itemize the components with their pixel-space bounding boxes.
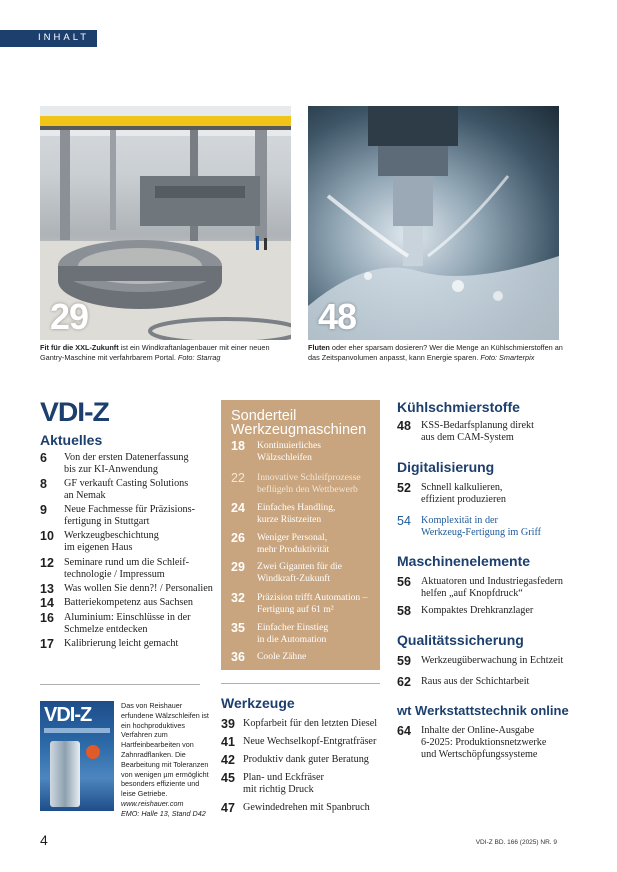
toc-entry-title (421, 420, 534, 444)
toc-entry[interactable] (40, 530, 159, 554)
toc-entry-line: Einfacher Einstieg (257, 622, 329, 633)
toc-entry-line: Schnell kalkulieren, (421, 482, 503, 493)
section-title-werkzeuge: Werkzeuge (221, 695, 295, 711)
toc-entry-line: GF verkauft Casting Solutions (64, 478, 189, 489)
toc-entry-line: Werkzeug-Fertigung im Griff (421, 527, 542, 538)
toc-entry[interactable] (397, 420, 534, 444)
sonderteil-title-line2: Werkzeugmaschinen (231, 422, 367, 438)
toc-entry-line: Aluminium: Einschlüsse in der (64, 612, 191, 623)
toc-page-number: 9 (40, 503, 47, 517)
divider (40, 684, 200, 685)
toc-entry[interactable] (397, 655, 563, 667)
toc-entry-title (257, 622, 328, 645)
toc-page-number: 58 (397, 604, 411, 618)
toc-entry-line: an Nemak (64, 490, 106, 501)
toc-entry-title (64, 504, 195, 528)
toc-entry[interactable] (221, 802, 370, 814)
toc-entry[interactable] (397, 576, 563, 600)
toc-entry[interactable] (221, 772, 324, 796)
toc-entry-line: Von der ersten Datenerfassung (64, 452, 189, 463)
section-header-bar (0, 30, 97, 47)
page-number: 4 (40, 832, 48, 848)
toc-entry-line: Kopfarbeit für den letzten Diesel (243, 718, 378, 729)
toc-entry-title (243, 772, 324, 796)
cover-emo-info: EMO: Halle 13, Stand D42 (121, 808, 206, 818)
toc-entry-line: Einfaches Handling, (257, 502, 336, 513)
toc-entry-line: Neue Wechselkopf-Entgratfräser (243, 736, 377, 747)
toc-page-number: 29 (231, 560, 245, 574)
toc-entry[interactable] (40, 583, 213, 595)
cover-thumbnail (40, 701, 114, 811)
toc-page-number: 47 (221, 801, 235, 815)
toc-entry[interactable] (40, 452, 189, 476)
toc-entry-line: KSS-Bedarfsplanung direkt (421, 420, 534, 431)
toc-entry-line: Kompaktes Drehkranzlager (421, 605, 534, 616)
toc-page-number: 56 (397, 575, 411, 589)
toc-page-number: 26 (231, 531, 245, 545)
toc-entry-line: fertigung in Stuttgart (64, 516, 150, 527)
caption-credit: Foto: Smarterpix (480, 353, 535, 362)
caption-lead: Fit für die XXL-Zukunft (40, 343, 119, 352)
toc-page-number: 54 (397, 514, 411, 528)
toc-entry-title (257, 592, 367, 615)
toc-entry[interactable] (40, 504, 195, 528)
toc-entry-title (243, 718, 377, 730)
caption-text: ist ein Windkraftanlagenbauer mit einer neuen Gantry-Maschine mit verfahrbarem Portal. (40, 343, 270, 362)
toc-entry[interactable] (231, 622, 328, 645)
toc-entry-title (257, 502, 335, 525)
toc-entry-title (257, 651, 306, 663)
toc-entry-line: Zwei Giganten für die (257, 561, 342, 572)
toc-entry-line: mehr Produktivität (257, 543, 330, 555)
toc-entry-line: Coole Zähne (257, 651, 307, 662)
section-title-maschinenelemente: Maschinenelemente (397, 553, 531, 569)
toc-entry-title (257, 532, 329, 555)
toc-entry-line: Werkzeugüberwachung in Echtzeit (421, 655, 564, 666)
toc-entry[interactable] (221, 754, 369, 766)
vdi-z-logo: VDI-Z (40, 397, 109, 427)
section-title-kuehlschmierstoffe: Kühlschmierstoffe (397, 399, 520, 415)
toc-entry-line: Was wollen Sie denn?! / Personalien (64, 583, 213, 594)
toc-page-number: 41 (221, 735, 235, 749)
page-number-badge: 48 (318, 296, 357, 337)
toc-entry-title (421, 482, 506, 506)
toc-page-number: 52 (397, 481, 411, 495)
cover-strip (44, 728, 110, 733)
sonderteil-title (231, 409, 366, 437)
toc-page-number: 17 (40, 637, 54, 651)
sonderteil-title-line1: Sonderteil (231, 408, 297, 424)
toc-entry-title (257, 561, 342, 584)
toc-entry-title (64, 583, 213, 595)
toc-entry-title (421, 605, 533, 617)
toc-entry-line: mit richtig Druck (243, 784, 314, 795)
toc-entry-title (421, 655, 563, 667)
toc-entry[interactable] (231, 472, 361, 495)
toc-entry-title (421, 515, 541, 539)
toc-entry-line: Aktuatoren und Industriegasfedern (421, 576, 564, 587)
toc-entry[interactable] (231, 532, 329, 555)
toc-entry-line: technologie / Impressum (64, 569, 165, 580)
toc-entry-line: bis zur KI-Anwendung (64, 464, 158, 475)
photo-caption (308, 343, 564, 363)
toc-entry[interactable] (40, 557, 189, 581)
cover-link[interactable]: www.reishauer.com (121, 798, 184, 808)
toc-entry-title (421, 576, 563, 600)
toc-page-number: 36 (231, 650, 245, 664)
toc-entry-line: Präzision trifft Automation – (257, 592, 368, 603)
toc-entry-title (64, 557, 189, 581)
factory-photo (40, 106, 291, 340)
toc-page-number: 32 (231, 591, 245, 605)
toc-page-number: 10 (40, 529, 54, 543)
toc-page-number: 22 (231, 471, 245, 485)
section-title-aktuelles: Aktuelles (40, 432, 103, 448)
toc-entry[interactable] (231, 502, 335, 525)
section-title-qualitaetssicherung: Qualitätssicherung (397, 632, 524, 648)
cover-gear-image (50, 741, 80, 807)
toc-entry-line: 6-2025: Produktionsnetzwerke (421, 737, 547, 748)
toc-entry-line: Windkraft-Zukunft (257, 572, 331, 584)
toc-page-number: 24 (231, 501, 245, 515)
cover-logo: VDI-Z (44, 704, 92, 726)
toc-page-number: 14 (40, 596, 54, 610)
cover-text: Das von Reishauer erfundene Wälzschleifen ist ein hochproduktives Verfahren zum Hartfeinbearbeiten von Zahnradflanken. Die Bearbeitung mit Toleranzen von wenigen µm ermöglicht besonders effiziente und leise Getriebe. (121, 701, 209, 799)
toc-entry-line: Schmelze entdecken (64, 624, 148, 635)
toc-entry[interactable] (40, 597, 193, 609)
toc-entry[interactable] (40, 638, 178, 650)
toc-entry-line: Kontinuierliches (257, 440, 321, 451)
toc-page-number: 48 (397, 419, 411, 433)
toc-entry[interactable] (397, 605, 533, 617)
toc-entry-title (257, 440, 321, 463)
toc-entry-title (243, 802, 370, 814)
caption-lead: Fluten (308, 343, 330, 352)
toc-entry-line: effizient produzieren (421, 494, 506, 505)
toc-entry[interactable] (221, 718, 377, 730)
photo-caption (40, 343, 295, 363)
toc-entry[interactable] (397, 482, 506, 506)
toc-entry-line: aus dem CAM-System (421, 432, 514, 443)
toc-entry[interactable] (397, 515, 541, 539)
toc-page-number: 42 (221, 753, 235, 767)
toc-entry[interactable] (231, 592, 367, 615)
toc-entry[interactable] (231, 651, 306, 663)
toc-entry-line: Plan- und Eckfräser (243, 772, 324, 783)
toc-entry[interactable] (231, 561, 342, 584)
cover-description (121, 701, 213, 819)
caption-text: oder eher sparsam dosieren? Wer die Menge an Kühlschmierstoffen an das Zeitspanvolumen anpasst, kann Energie sparen. (308, 343, 563, 362)
toc-entry[interactable] (397, 676, 529, 688)
toc-entry-title (64, 597, 193, 609)
caption-credit: Foto: Starrag (177, 353, 221, 362)
toc-entry-line: Seminare rund um die Schleif- (64, 557, 190, 568)
divider (221, 683, 380, 684)
toc-page-number: 35 (231, 621, 245, 635)
toc-entry[interactable] (40, 478, 188, 502)
section-label: INHALT (38, 32, 90, 43)
toc-page-number: 39 (221, 717, 235, 731)
toc-entry-line: Fertigung auf 61 m² (257, 603, 334, 615)
toc-page-number: 6 (40, 451, 47, 465)
toc-entry-line: kurze Rüstzeiten (257, 513, 322, 525)
toc-entry-line: Neue Fachmesse für Präzisions- (64, 504, 195, 515)
toc-entry[interactable] (231, 440, 321, 463)
toc-entry-title (64, 478, 188, 502)
toc-page-number: 59 (397, 654, 411, 668)
toc-entry-line: Batteriekompetenz aus Sachsen (64, 597, 193, 608)
toc-entry[interactable] (40, 612, 190, 636)
toc-entry-line: beflügeln den Wettbewerb (257, 483, 358, 495)
toc-entry-title (257, 472, 361, 495)
toc-entry-line: Komplexität in der (421, 515, 498, 526)
cover-badge (86, 745, 100, 759)
toc-page-number: 16 (40, 611, 54, 625)
toc-entry-title (243, 754, 369, 766)
toc-entry-line: Gewindedrehen mit Spanbruch (243, 802, 370, 813)
toc-entry-line: im eigenen Haus (64, 542, 133, 553)
toc-entry-line: Produktiv dank guter Beratung (243, 754, 369, 765)
toc-page-number: 12 (40, 556, 54, 570)
toc-entry-title (64, 530, 159, 554)
toc-entry-title (243, 736, 376, 748)
toc-entry-line: Kalibrierung leicht gemacht (64, 638, 179, 649)
sonderteil-box (221, 400, 380, 670)
toc-entry-line: Werkzeugbeschichtung (64, 530, 159, 541)
page-number-badge: 29 (50, 296, 89, 337)
toc-entry-line: Wälzschleifen (257, 451, 312, 463)
toc-entry[interactable] (221, 736, 376, 748)
section-title-digitalisierung: Digitalisierung (397, 459, 495, 475)
toc-page-number: 45 (221, 771, 235, 785)
toc-entry-line: und Wertschöpfungssysteme (421, 749, 538, 760)
toc-entry-line: helfen „auf Knopfdruck“ (421, 588, 523, 599)
toc-entry-title (421, 725, 546, 761)
toc-page-number: 64 (397, 724, 411, 738)
toc-entry-line: Weniger Personal, (257, 532, 328, 543)
toc-page-number: 13 (40, 582, 54, 596)
toc-entry-line: Inhalte der Online-Ausgabe (421, 725, 535, 736)
toc-entry-title (64, 452, 189, 476)
toc-entry-line: Raus aus der Schichtarbeit (421, 676, 530, 687)
toc-entry-title (64, 638, 178, 650)
toc-page-number: 8 (40, 477, 47, 491)
toc-entry[interactable] (397, 725, 546, 761)
milling-photo (308, 106, 559, 340)
toc-entry-title (64, 612, 190, 636)
toc-entry-title (421, 676, 529, 688)
toc-entry-line: Innovative Schleifprozesse (257, 472, 361, 483)
toc-entry-line: in die Automation (257, 633, 327, 645)
issue-footer: VDI-Z BD. 166 (2025) NR. 9 (475, 839, 557, 846)
toc-page-number: 62 (397, 675, 411, 689)
toc-page-number: 18 (231, 439, 245, 453)
section-title-online: wt Werkstattstechnik online (397, 703, 569, 718)
